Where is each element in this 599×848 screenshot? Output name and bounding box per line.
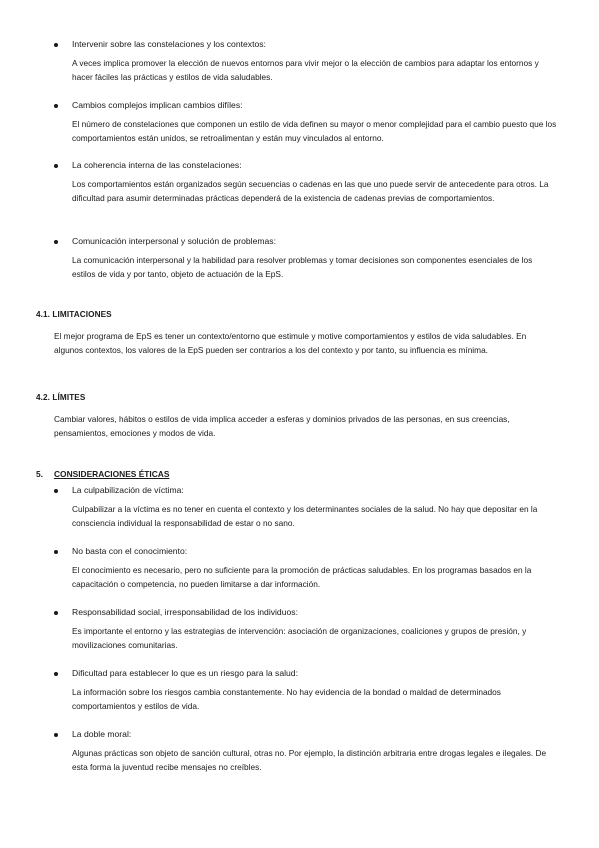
bullet-paragraph: Culpabilizar a la víctima es no tener en cuenta el contexto y los determinantes sociales de la salud. No hay que depositar en la consciencia individual la responsabilidad de estar o no sano. xyxy=(72,504,538,528)
bullet-paragraph: Es importante el entorno y las estrategias de intervención: asociación de organizaciones, coaliciones y grupos de presión, y movilizaciones comunitarias. xyxy=(72,626,527,650)
section-paragraph: El mejor programa de EpS es tener un contexto/entorno que estimule y motive comportamientos y estilos de vida saludables. En algunos contextos, los valores de la EpS pueden ser contrarios a los del contexto y por tanto, su influencia es mínima. xyxy=(54,331,527,355)
bullet-paragraph: La información sobre los riesgos cambia constantemente. No hay evidencia de la bondad o maldad de determinados comportamientos y estilos de vida. xyxy=(72,687,501,711)
bullet-icon xyxy=(54,489,58,493)
section-heading xyxy=(36,469,169,479)
section-paragraph: Cambiar valores, hábitos o estilos de vida implica acceder a esferas y dominios privados de las personas, en sus creencias, pensamientos, emociones y modos de vida. xyxy=(54,414,510,438)
bullet-heading: Cambios complejos implican cambios difíles: xyxy=(72,100,243,110)
bullet-icon xyxy=(54,672,58,676)
bullet-icon xyxy=(54,611,58,615)
bullet-heading: Intervenir sobre las constelaciones y los contextos: xyxy=(72,39,266,49)
bullet-heading: Comunicación interpersonal y solución de problemas: xyxy=(72,236,276,246)
bullet-paragraph: El conocimiento es necesario, pero no suficiente para la promoción de prácticas saludables. En los programas basados en la capacitación o competencia, no pueden limitarse a dar información. xyxy=(72,565,532,589)
bullet-heading: Dificultad para establecer lo que es un riesgo para la salud: xyxy=(72,668,298,678)
bullet-heading: La culpabilización de víctima: xyxy=(72,485,184,495)
bullet-icon xyxy=(54,43,58,47)
section-title: CONSIDERACIONES ÉTICAS xyxy=(54,469,170,479)
section-heading: 4.2. LÍMITES xyxy=(36,393,86,402)
bullet-icon xyxy=(54,164,58,168)
bullet-paragraph: Los comportamientos están organizados según secuencias o cadenas en las que uno puede servir de antecedente para otros. La dificultad para asumir determinadas prácticas dependerá de la existencia de cadenas previas de comportamientos. xyxy=(72,179,549,203)
bullet-paragraph: El número de constelaciones que componen un estilo de vida definen su mayor o menor complejidad para el cambio puesto que los comportamientos están unidos, se retroalimentan y están muy vinculados al entorno. xyxy=(72,119,557,143)
bullet-paragraph: A veces implica promover la elección de nuevos entornos para vivir mejor o la elección de cambios para adaptar los entornos y hacer fáciles las prácticas y estilos de vida saludables. xyxy=(72,58,539,82)
bullet-heading: La coherencia interna de las constelaciones: xyxy=(72,160,242,170)
bullet-paragraph: Algunas prácticas son objeto de sanción cultural, otras no. Por ejemplo, la distinción arbitraria entre drogas legales e ilegales. De esta forma la juventud recibe mensajes no creíbles. xyxy=(72,748,547,772)
bullet-icon xyxy=(54,104,58,108)
section-number: 5. xyxy=(36,469,43,479)
section-heading: 4.1. LIMITACIONES xyxy=(36,310,112,319)
bullet-icon xyxy=(54,733,58,737)
bullet-icon xyxy=(54,240,58,244)
bullet-heading: No basta con el conocimiento: xyxy=(72,546,188,556)
bullet-icon xyxy=(54,550,58,554)
bullet-heading: Responsabilidad social, irresponsabilidad de los individuos: xyxy=(72,607,298,617)
bullet-heading: La doble moral: xyxy=(72,729,132,739)
bullet-paragraph: La comunicación interpersonal y la habilidad para resolver problemas y tomar decisiones son componentes esenciales de los estilos de vida y por tanto, objeto de actuación de la EpS. xyxy=(72,255,533,279)
